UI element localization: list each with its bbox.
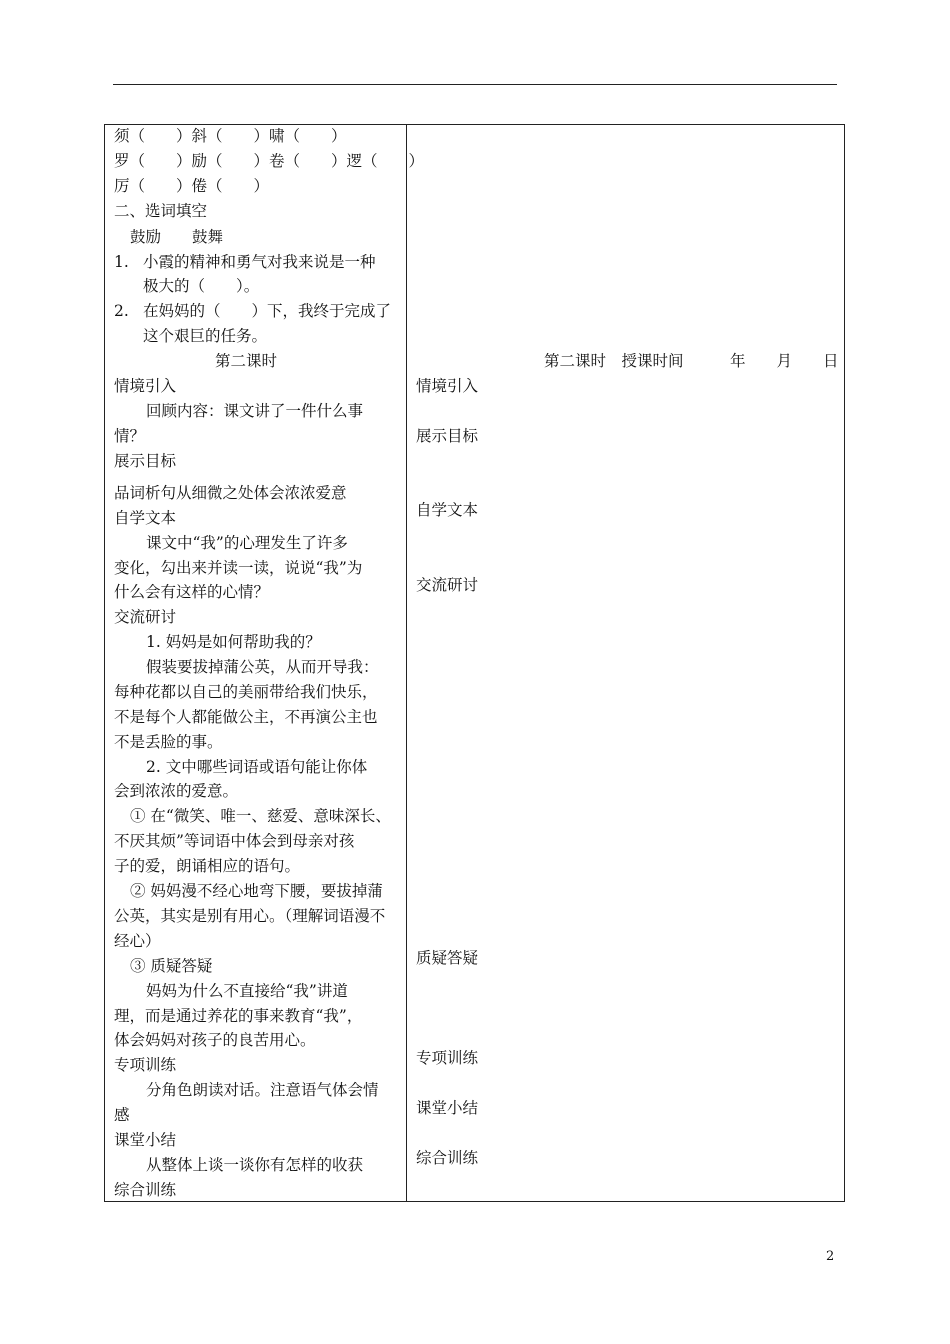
body-line: 经心）	[114, 932, 161, 950]
section-heading: 交流研讨	[114, 608, 177, 626]
pinyin-row-1: 须（ ）斜（ ）啸（ ）	[114, 127, 347, 145]
question-2-line-1: 在妈妈的（ ）下，我终于完成了	[143, 302, 392, 320]
body-line: 情？	[114, 427, 146, 445]
body-line: 会到浓浓的爱意。	[114, 782, 239, 800]
question-2-line-2: 这个艰巨的任务。	[143, 327, 268, 345]
body-line: 课文中“我”的心理发生了许多	[146, 534, 348, 552]
right-section-label: 自学文本	[416, 501, 479, 519]
page-number: 2	[826, 1249, 835, 1264]
body-line: 理，而是通过养花的事来教育“我”，	[114, 1007, 363, 1025]
pinyin-row-2: 罗（ ）励（ ）卷（ ）逻（ ）	[114, 152, 425, 170]
body-line: 妈妈为什么不直接给“我”讲道	[146, 982, 348, 1000]
right-section-label: 专项训练	[416, 1049, 479, 1067]
lesson-title: 第二课时	[215, 352, 278, 370]
body-line: 1. 妈妈是如何帮助我的？	[146, 633, 321, 651]
body-line: 不是丢脸的事。	[114, 733, 223, 751]
right-section-label: 综合训练	[416, 1149, 479, 1167]
body-line: 假装要拔掉蒲公英，从而开导我：	[146, 658, 379, 676]
item-number-2: 2.	[114, 302, 129, 320]
body-line: 不是每个人都能做公主，不再演公主也	[114, 708, 378, 726]
body-line: 什么会有这样的心情？	[114, 583, 270, 601]
header-rule	[113, 84, 837, 85]
body-line: 感	[114, 1106, 130, 1124]
body-line: 从整体上谈一谈你有怎样的收获	[146, 1156, 364, 1174]
section-heading: 展示目标	[114, 452, 177, 470]
body-line: 体会妈妈对孩子的良苦用心。	[114, 1031, 316, 1049]
pinyin-row-3: 厉（ ）倦（ ）	[114, 177, 270, 195]
item-number-1: 1.	[114, 253, 129, 271]
right-section-label: 情境引入	[416, 377, 479, 395]
body-line: 子的爱，朗诵相应的语句。	[114, 857, 301, 875]
column-divider	[406, 124, 407, 1202]
section-heading: 情境引入	[114, 377, 177, 395]
section-heading: 课堂小结	[114, 1131, 177, 1149]
body-line: 公英，其实是别有用心。（理解词语漫不	[114, 907, 386, 925]
section-heading: 综合训练	[114, 1181, 177, 1199]
right-section-label: 质疑答疑	[416, 949, 479, 967]
body-line: 2. 文中哪些词语或语句能让你体	[146, 758, 368, 776]
word-options: 鼓励 鼓舞	[130, 228, 224, 246]
question-1-line-2: 极大的（ ）。	[143, 277, 260, 295]
lesson-time-line: 第二课时 授课时间 年 月 日	[544, 352, 839, 370]
section-heading: 专项训练	[114, 1056, 177, 1074]
section-heading: 自学文本	[114, 509, 177, 527]
body-line: 分角色朗读对话。注意语气体会情	[146, 1081, 379, 1099]
question-1-line-1: 小霞的精神和勇气对我来说是一种	[143, 253, 376, 271]
right-section-label: 课堂小结	[416, 1099, 479, 1117]
body-line: 每种花都以自己的美丽带给我们快乐，	[114, 683, 378, 701]
body-line: 不厌其烦”等词语中体会到母亲对孩	[114, 832, 355, 850]
body-line: 回顾内容：课文讲了一件什么事	[146, 402, 364, 420]
right-section-label: 交流研讨	[416, 576, 479, 594]
body-line: 变化，勾出来并读一读，说说“我”为	[114, 559, 363, 577]
body-line: ① 在“微笑、唯一、慈爱、意味深长、	[130, 807, 391, 825]
body-line: ③ 质疑答疑	[130, 957, 213, 975]
section-heading: 二、选词填空	[114, 202, 208, 220]
body-line: 品词析句从细微之处体会浓浓爱意	[114, 484, 347, 502]
body-line: ② 妈妈漫不经心地弯下腰，要拔掉蒲	[130, 882, 383, 900]
right-section-label: 展示目标	[416, 427, 479, 445]
